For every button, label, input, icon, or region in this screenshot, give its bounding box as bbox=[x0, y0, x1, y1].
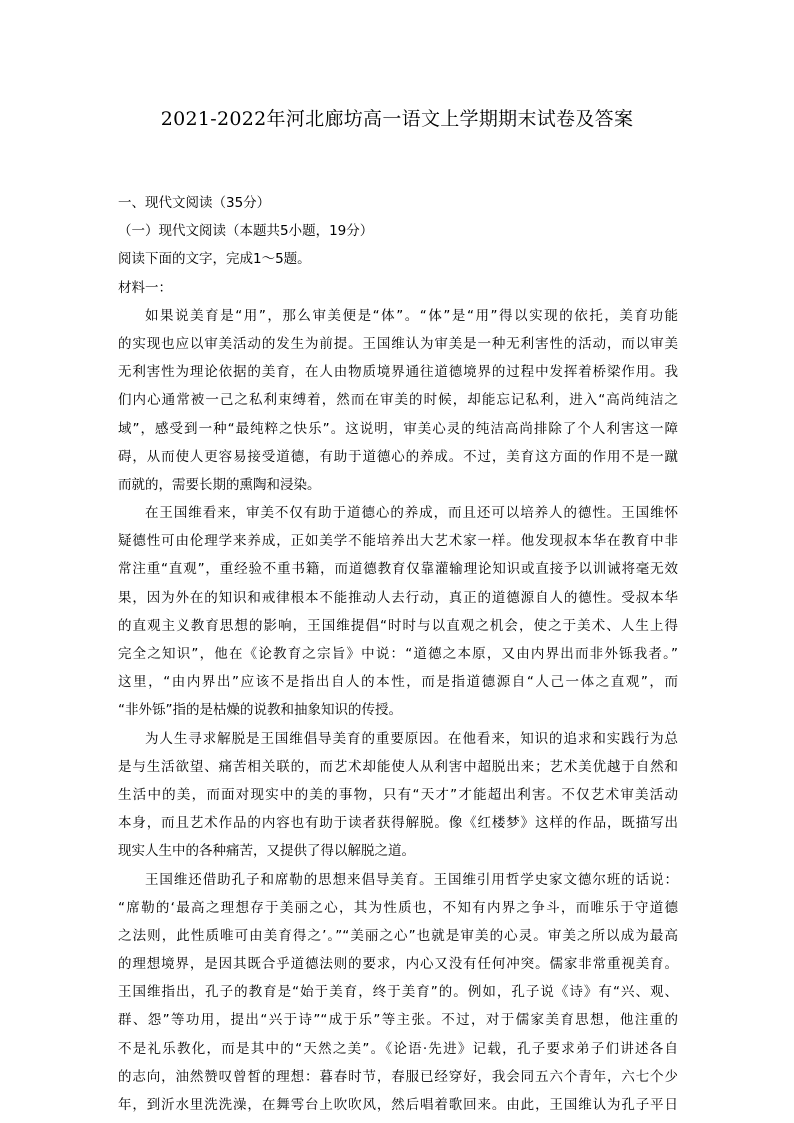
paragraph-line: 常注重“直观”，重经验不重书籍，而道德教育仅靠灌输理论知识或直接予以训诫将毫无效 bbox=[118, 561, 678, 578]
paragraph-line: 碍，从而使人更容易接受道德，有助于道德心的养成。不过，美育这方面的作用不是一蹴 bbox=[118, 448, 678, 465]
document-body bbox=[118, 189, 678, 1119]
paragraph-line: 的理想境界，是因其既合乎道德法则的要求，内心又没有任何冲突。儒家非常重视美育。 bbox=[118, 956, 678, 973]
paragraph-line: 之法则，此性质唯可由美育得之’。”“美丽之心”也就是审美的心灵。审美之所以成为最高 bbox=[118, 927, 678, 944]
paragraph-line: 为人生寻求解脱是王国维倡导美育的重要原因。在他看来，知识的追求和实践行为总 bbox=[145, 730, 678, 747]
paragraph-line: 的志向，油然赞叹曾皙的理想：暮春时节，春服已经穿好，我会同五六个青年，六七个少 bbox=[118, 1068, 678, 1085]
paragraph-2 bbox=[118, 499, 678, 725]
subsection-heading: （一）现代文阅读（本题共5小题，19分） bbox=[118, 223, 374, 240]
paragraph-line: 王国维指出，孔子的教育是“始于美育，终于美育”的。例如，孔子说《诗》有“兴、观、 bbox=[118, 984, 678, 1001]
paragraph-line: 果，因为外在的知识和戒律根本不能推动人去行动，真正的道德源自人的德性。受叔本华 bbox=[118, 589, 678, 606]
paragraph-line: 本身，而且艺术作品的内容也有助于读者获得解脱。像《红楼梦》这样的作品，既描写出 bbox=[118, 815, 678, 832]
paragraph-line: “非外铄”指的是枯燥的说教和抽象知识的传授。 bbox=[118, 702, 402, 719]
paragraph-line: 们内心通常被一己之私利束缚着，然而在审美的时候，却能忘记私利，进入“高尚纯洁之 bbox=[118, 392, 678, 409]
paragraph-line: 而就的，需要长期的熏陶和浸染。 bbox=[118, 476, 321, 493]
paragraph-line: 是与生活欲望、痛苦相关联的，而艺术却能使人从利害中超脱出来；艺术美优越于自然和 bbox=[118, 758, 678, 775]
paragraph-line: 王国维还借助孔子和席勒的思想来倡导美育。王国维引用哲学史家文德尔班的话说： bbox=[145, 871, 678, 888]
material-label: 材料一： bbox=[118, 279, 172, 296]
paragraph-line: 疑德性可由伦理学来养成，正如美学不能培养出大艺术家一样。他发现叔本华在教育中非 bbox=[118, 533, 678, 550]
paragraph-line: 无利害性为理论依据的美育，在人由物质境界通往道德境界的过程中发挥着桥梁作用。我 bbox=[118, 364, 678, 381]
paragraph-line: 年，到沂水里洗洗澡，在舞雩台上吹吹风，然后唱着歌回来。由此，王国维认为孔子平日 bbox=[118, 1097, 678, 1113]
paragraph-1 bbox=[118, 302, 678, 499]
paragraph-line: 不是礼乐教化，而是其中的“天然之美”。《论语·先进》记载，孔子要求弟子们讲述各自 bbox=[118, 1040, 678, 1057]
paragraph-line: 如果说美育是“用”，那么审美便是“体”。“体”是“用”得以实现的依托，美育功能 bbox=[145, 307, 678, 324]
paragraph-line: 群、怨”等功用，提出“兴于诗”“成于乐”等主张。不过，对于儒家美育思想，他注重的 bbox=[118, 1012, 678, 1029]
paragraph-line: 生活中的美，而面对现实中的美的事物，只有“天才”才能超出利害。不仅艺术审美活动 bbox=[118, 786, 678, 803]
paragraph-line: 的实现也应以审美活动的发生为前提。王国维认为审美是一种无利害性的活动，而以审美 bbox=[118, 335, 678, 352]
paragraph-line: 的直观主义教育思想的影响，王国维提倡“时时与以直观之机会，使之于美术、人生上得 bbox=[118, 617, 678, 634]
paragraph-line: 完全之知识”，他在《论教育之宗旨》中说：“道德之本原，又由内界出而非外铄我者。” bbox=[118, 646, 678, 662]
paragraph-line: 域”，感受到一种“最纯粹之快乐”。这说明，审美心灵的纯洁高尚排除了个人利害这一障 bbox=[118, 420, 678, 437]
paragraph-4 bbox=[118, 866, 678, 1120]
document-title: 2021-2022年河北廊坊高一语文上学期期末试卷及答案 bbox=[160, 108, 634, 130]
paragraph-line: 现实人生中的各种痛苦，又提供了得以解脱之道。 bbox=[118, 843, 415, 860]
paragraph-3 bbox=[118, 725, 678, 866]
paragraph-line: 这里，“由内界出”应该不是指出自人的本性，而是指道德源自“人己一体之直观”，而 bbox=[118, 674, 678, 691]
paragraph-line: “席勒的‘最高之理想存于美丽之心，其为性质也，不知有内界之争斗，而唯乐于守道德 bbox=[118, 899, 678, 916]
paragraph-line: 在王国维看来，审美不仅有助于道德心的养成，而且还可以培养人的德性。王国维怀 bbox=[145, 505, 678, 522]
section-heading: 一、现代文阅读（35分） bbox=[118, 195, 271, 211]
reading-instruction: 阅读下面的文字，完成1～5题。 bbox=[118, 251, 311, 268]
